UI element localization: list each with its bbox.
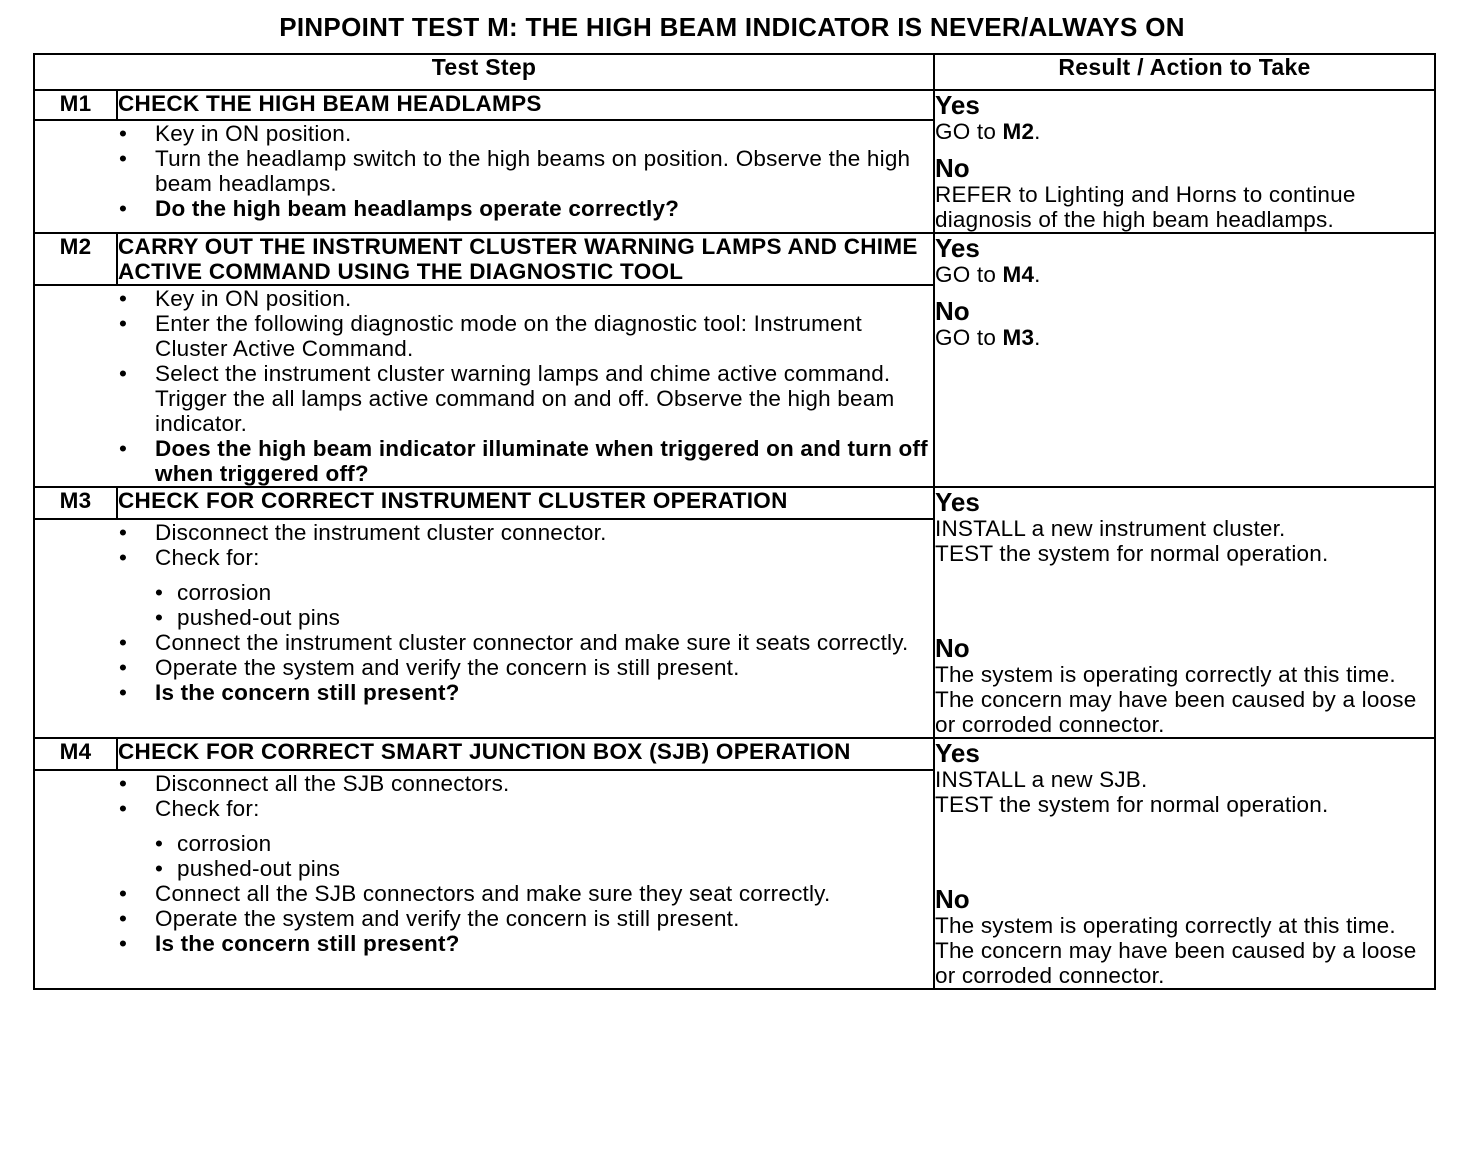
yes-label: Yes bbox=[935, 487, 980, 517]
no-action-m1: REFER to Lighting and Horns to continue diagnosis of the high beam headlamps. bbox=[935, 182, 1356, 232]
header-result-action: Result / Action to Take bbox=[934, 54, 1435, 90]
yes-action-m1: GO to M2. bbox=[935, 119, 1041, 144]
yes-action-m2: GO to M4. bbox=[935, 262, 1041, 287]
result-m1 bbox=[934, 90, 1435, 233]
list-item: • Operate the system and verify the concern is still present. bbox=[117, 906, 933, 931]
list-item: • Connect all the SJB connectors and make sure they seat correctly. bbox=[117, 881, 933, 906]
page-title: PINPOINT TEST M: THE HIGH BEAM INDICATOR IS NEVER/ALWAYS ON bbox=[279, 12, 1185, 42]
bullet-list bbox=[117, 771, 933, 956]
yes-action-m3-line2: TEST the system for normal operation. bbox=[935, 541, 1329, 566]
no-action-m4: The system is operating correctly at this time. The concern may have been caused by a loose or corroded connector. bbox=[935, 913, 1417, 988]
no-label: No bbox=[935, 884, 970, 914]
yes-label: Yes bbox=[935, 738, 980, 768]
step-row-m3-title bbox=[34, 487, 1435, 519]
list-item: • Check for: • corrosion • pushed-out pins bbox=[117, 796, 933, 881]
table-header-row bbox=[34, 54, 1435, 90]
yes-action-m3-line1: INSTALL a new instrument cluster. bbox=[935, 516, 1286, 541]
no-label: No bbox=[935, 153, 970, 183]
yes-label: Yes bbox=[935, 233, 980, 263]
step-ref-m2: M2 bbox=[1002, 119, 1035, 144]
step-instructions-m3 bbox=[117, 519, 934, 738]
result-m2 bbox=[934, 233, 1435, 487]
check-item-pushed-out-pins: • pushed-out pins bbox=[155, 856, 933, 881]
list-item: • Turn the headlamp switch to the high beams on position. Observe the high beam headlamps. bbox=[117, 146, 933, 196]
question-item: • Is the concern still present? bbox=[117, 680, 933, 705]
step-ref-m3: M3 bbox=[1002, 325, 1035, 350]
list-item: • Select the instrument cluster warning lamps and chime active command. Trigger the all lamps active command on and off. Observe the high beam indicator. bbox=[117, 361, 933, 436]
yes-action-m4-line2: TEST the system for normal operation. bbox=[935, 792, 1329, 817]
step-instructions-m2 bbox=[117, 285, 934, 487]
no-label: No bbox=[935, 296, 970, 326]
step-instructions-m1 bbox=[117, 120, 934, 233]
blank-cell bbox=[34, 770, 117, 989]
bullet-list bbox=[117, 520, 933, 705]
result-m3 bbox=[934, 487, 1435, 738]
step-title-m2: CARRY OUT THE INSTRUMENT CLUSTER WARNING LAMPS AND CHIME ACTIVE COMMAND USING THE DIAGNOSTIC TOOL bbox=[117, 233, 934, 285]
check-item-pushed-out-pins: • pushed-out pins bbox=[155, 605, 933, 630]
list-item: • Connect the instrument cluster connector and make sure it seats correctly. bbox=[117, 630, 933, 655]
step-title-m3: CHECK FOR CORRECT INSTRUMENT CLUSTER OPERATION bbox=[117, 487, 934, 519]
list-item: • Key in ON position. bbox=[117, 121, 933, 146]
list-item: • Enter the following diagnostic mode on the diagnostic tool: Instrument Cluster Active Command. bbox=[117, 311, 933, 361]
check-for-list bbox=[155, 831, 933, 881]
check-item-corrosion: • corrosion bbox=[155, 580, 933, 605]
question-item: • Does the high beam indicator illuminate when triggered on and turn off when triggered off? bbox=[117, 436, 933, 486]
blank-cell bbox=[34, 519, 117, 738]
question-item: • Is the concern still present? bbox=[117, 931, 933, 956]
step-id-m2: M2 bbox=[34, 233, 117, 285]
step-instructions-m4 bbox=[117, 770, 934, 989]
no-action-m3: The system is operating correctly at this time. The concern may have been caused by a loose or corroded connector. bbox=[935, 662, 1417, 737]
header-test-step: Test Step bbox=[34, 54, 934, 90]
yes-action-m4-line1: INSTALL a new SJB. bbox=[935, 767, 1148, 792]
list-item: • Operate the system and verify the concern is still present. bbox=[117, 655, 933, 680]
bullet-list bbox=[117, 121, 933, 221]
list-item: • Disconnect all the SJB connectors. bbox=[117, 771, 933, 796]
list-item: • Check for: • corrosion • pushed-out pins bbox=[117, 545, 933, 630]
bullet-list bbox=[117, 286, 933, 486]
step-id-m4: M4 bbox=[34, 738, 117, 770]
step-title-m1: CHECK THE HIGH BEAM HEADLAMPS bbox=[117, 90, 934, 120]
step-id-m3: M3 bbox=[34, 487, 117, 519]
blank-cell bbox=[34, 120, 117, 233]
check-item-corrosion: • corrosion bbox=[155, 831, 933, 856]
list-item: • Key in ON position. bbox=[117, 286, 933, 311]
no-action-m2: GO to M3. bbox=[935, 325, 1041, 350]
step-row-m2-title bbox=[34, 233, 1435, 285]
step-title-m4: CHECK FOR CORRECT SMART JUNCTION BOX (SJB) OPERATION bbox=[117, 738, 934, 770]
blank-cell bbox=[34, 285, 117, 487]
check-for-list bbox=[155, 580, 933, 630]
pinpoint-test-table bbox=[33, 53, 1436, 990]
step-row-m1-title bbox=[34, 90, 1435, 120]
question-item: • Do the high beam headlamps operate correctly? bbox=[117, 196, 933, 221]
step-ref-m4: M4 bbox=[1002, 262, 1035, 287]
no-label: No bbox=[935, 633, 970, 663]
step-row-m4-title bbox=[34, 738, 1435, 770]
result-m4 bbox=[934, 738, 1435, 989]
list-item: • Disconnect the instrument cluster connector. bbox=[117, 520, 933, 545]
yes-label: Yes bbox=[935, 90, 980, 120]
step-id-m1: M1 bbox=[34, 90, 117, 120]
